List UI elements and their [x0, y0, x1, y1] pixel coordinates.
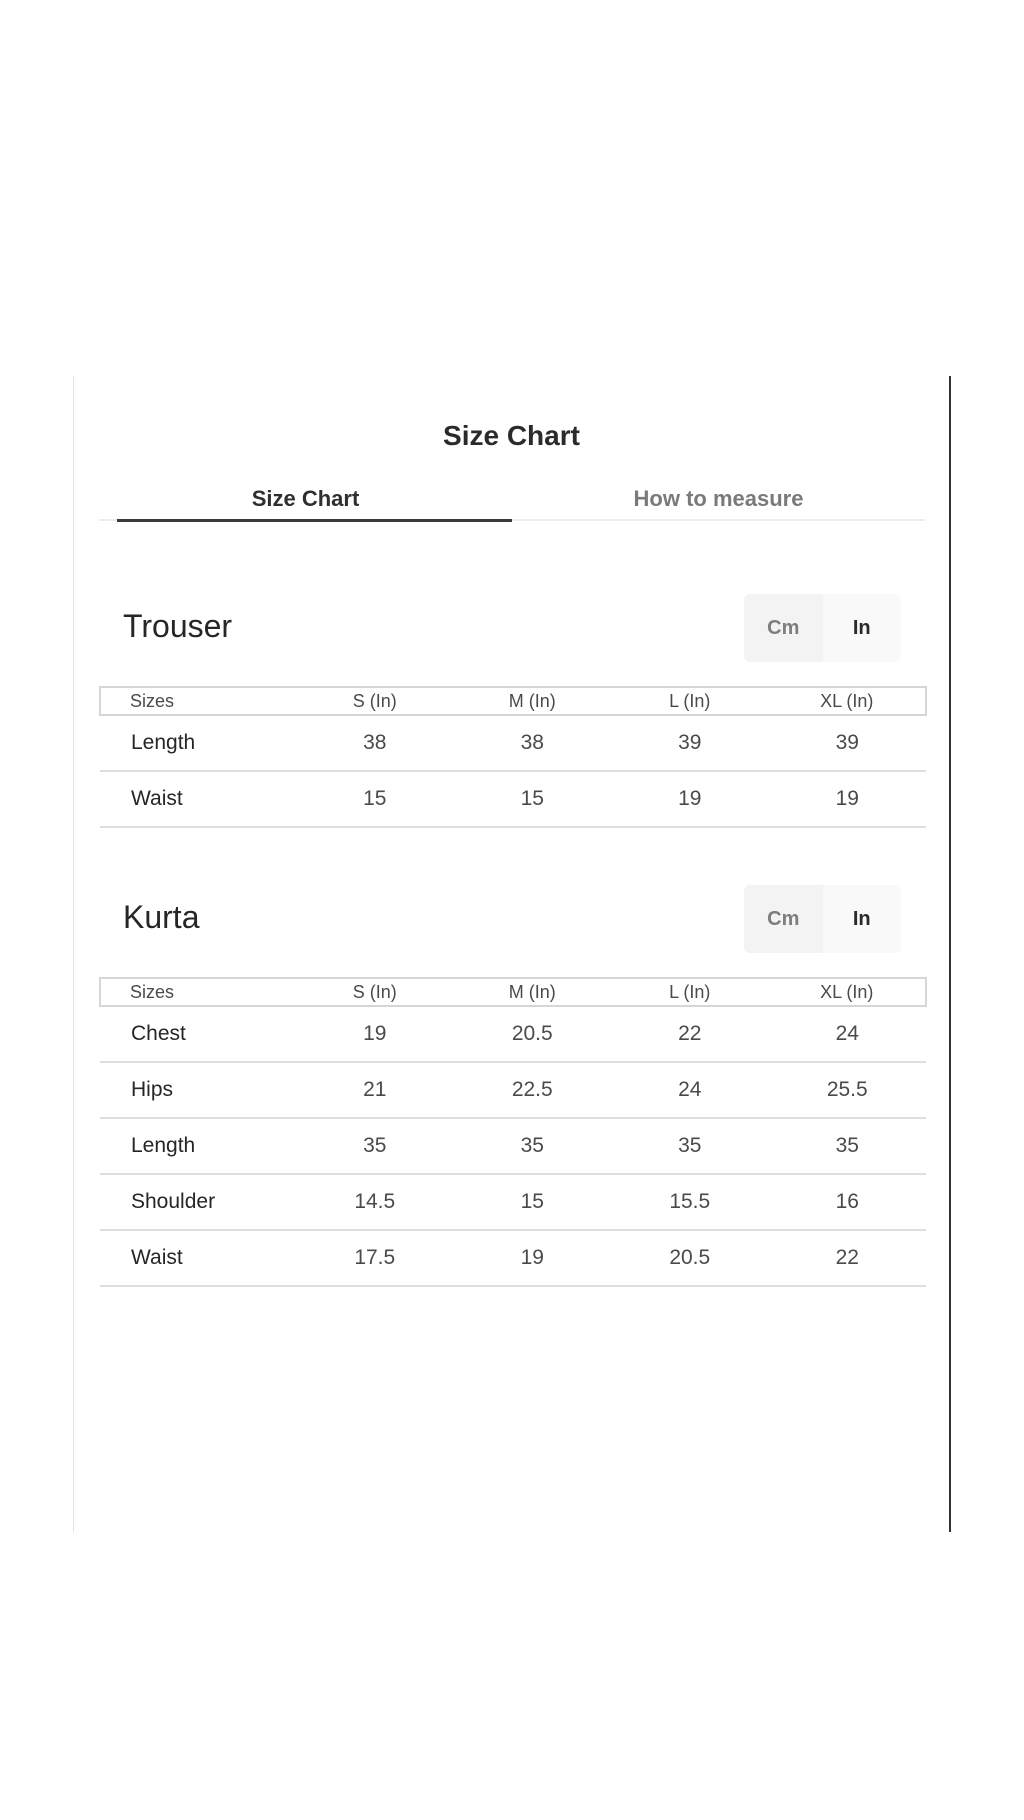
unit-cm-button[interactable]: Cm [744, 594, 823, 662]
table-cell: 21 [296, 1062, 454, 1118]
table-cell: 19 [296, 1006, 454, 1062]
column-header: L (In) [611, 687, 769, 715]
row-label: Length [100, 1118, 296, 1174]
table-cell: 20.5 [454, 1006, 612, 1062]
table-header-row [100, 978, 926, 1006]
table-cell: 19 [769, 771, 927, 827]
unit-toggle [744, 594, 901, 662]
table-cell: 17.5 [296, 1230, 454, 1286]
size-table [99, 977, 927, 1287]
column-header: Sizes [100, 978, 296, 1006]
row-label: Chest [100, 1006, 296, 1062]
table-cell: 14.5 [296, 1174, 454, 1230]
table-row [100, 1174, 926, 1230]
table-cell: 35 [454, 1118, 612, 1174]
table-header-row [100, 687, 926, 715]
size-table [99, 686, 927, 828]
row-label: Hips [100, 1062, 296, 1118]
column-header: Sizes [100, 687, 296, 715]
section-header [99, 885, 925, 953]
table-cell: 35 [611, 1118, 769, 1174]
table-cell: 38 [296, 715, 454, 771]
column-header: XL (In) [769, 978, 927, 1006]
table-row [100, 715, 926, 771]
row-label: Shoulder [100, 1174, 296, 1230]
tab-bar [99, 486, 925, 521]
size-chart-modal [73, 376, 951, 1532]
table-cell: 19 [611, 771, 769, 827]
table-cell: 15 [454, 1174, 612, 1230]
section-trouser [99, 594, 925, 828]
section-title: Trouser [123, 608, 233, 644]
table-cell: 20.5 [611, 1230, 769, 1286]
tab-how-to-measure[interactable]: How to measure [633, 486, 804, 511]
table-cell: 19 [454, 1230, 612, 1286]
table-row [100, 771, 926, 827]
table-row [100, 1118, 926, 1174]
unit-cm-button[interactable]: Cm [744, 885, 823, 953]
table-cell: 15.5 [611, 1174, 769, 1230]
column-header: M (In) [454, 687, 612, 715]
table-cell: 16 [769, 1174, 927, 1230]
column-header: XL (In) [769, 687, 927, 715]
modal-title: Size Chart [443, 420, 580, 451]
table-cell: 24 [769, 1006, 927, 1062]
table-row [100, 1230, 926, 1286]
row-label: Waist [100, 771, 296, 827]
column-header: S (In) [296, 687, 454, 715]
column-header: L (In) [611, 978, 769, 1006]
tab-size-chart[interactable]: Size Chart [99, 486, 512, 519]
table-row [100, 1006, 926, 1062]
table-cell: 39 [611, 715, 769, 771]
unit-toggle [744, 885, 901, 953]
row-label: Waist [100, 1230, 296, 1286]
column-header: M (In) [454, 978, 612, 1006]
table-cell: 22 [769, 1230, 927, 1286]
table-cell: 15 [296, 771, 454, 827]
column-header: S (In) [296, 978, 454, 1006]
row-label: Length [100, 715, 296, 771]
section-header [99, 594, 925, 662]
table-cell: 35 [296, 1118, 454, 1174]
unit-in-button[interactable]: In [823, 594, 902, 662]
section-title: Kurta [123, 899, 200, 935]
unit-in-button[interactable]: In [823, 885, 902, 953]
table-cell: 24 [611, 1062, 769, 1118]
table-cell: 35 [769, 1118, 927, 1174]
table-cell: 39 [769, 715, 927, 771]
table-cell: 15 [454, 771, 612, 827]
table-cell: 22.5 [454, 1062, 612, 1118]
table-cell: 22 [611, 1006, 769, 1062]
table-row [100, 1062, 926, 1118]
table-cell: 38 [454, 715, 612, 771]
table-cell: 25.5 [769, 1062, 927, 1118]
section-kurta [99, 885, 925, 1287]
